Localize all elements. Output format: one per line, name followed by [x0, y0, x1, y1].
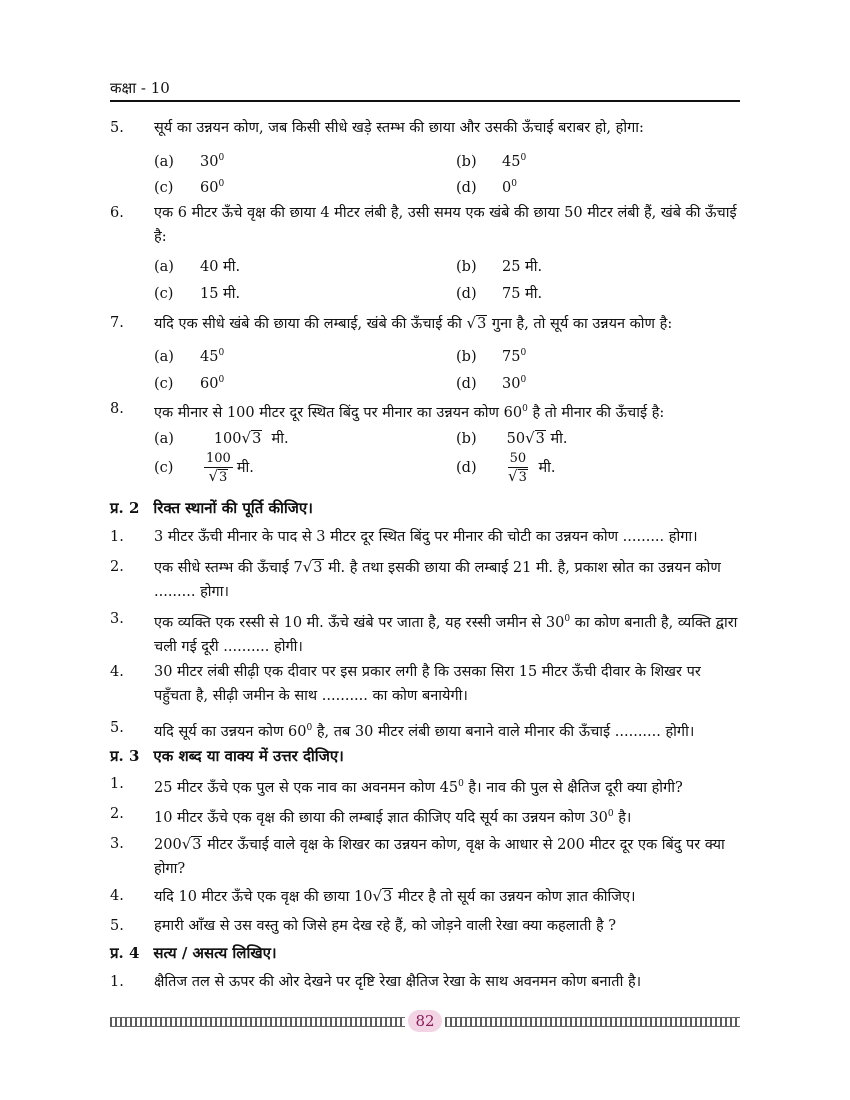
page-footer — [110, 1010, 740, 1032]
unit: मी. — [538, 460, 556, 476]
option-label: (c) — [154, 286, 174, 302]
item-text — [154, 772, 740, 800]
option-value: 60 — [200, 179, 219, 196]
item-text — [154, 832, 740, 881]
item-text: 30 मीटर लंबी सीढ़ी एक दीवार पर इस प्रकार लगी है कि उसका सिरा 15 मीटर ऊँची दीवार के शिखर पर पहुँचता है, सीढ़ी जमीन के साथ .......... का कोण बनायेगी। — [154, 664, 701, 704]
radicand: 3 — [535, 431, 545, 447]
item-number: 1. — [110, 974, 124, 990]
fraction-denominator — [506, 468, 530, 486]
question-number: 5. — [110, 120, 124, 136]
item-text: क्षैतिज तल से ऊपर की ओर देखने पर दृष्टि रेखा क्षैतिज रेखा के साथ अवनमन कोण बनाती है। — [154, 974, 642, 990]
item-text: 3 मीटर ऊँची मीनार के पाद से 3 मीटर दूर स्थित बिंदु पर मीनार की चोटी का उन्नयन कोण ......... होगा। — [154, 529, 698, 545]
degree-sup: 0 — [520, 153, 527, 163]
degree-sup: 0 — [218, 179, 225, 189]
option-label: (a) — [154, 348, 174, 365]
mcq-question-8 — [110, 397, 740, 425]
sqrt-icon: √ — [181, 835, 192, 853]
degree-sup: 0 — [564, 614, 571, 624]
degree-sup: 0 — [458, 779, 464, 789]
option-b — [456, 256, 542, 278]
section-3-item-5 — [110, 914, 740, 938]
option-d — [456, 173, 517, 199]
item-text: हमारी आँख से उस वस्तु को जिसे हम देख रहे हैं, को जोड़ने वाली रेखा क्या कहलाती है ? — [154, 918, 617, 934]
item-number: 5. — [110, 918, 124, 934]
fraction — [506, 450, 530, 486]
option-label: (d) — [456, 286, 477, 302]
radicand: 3 — [252, 431, 262, 447]
section-3-heading — [110, 745, 740, 767]
radicand: 3 — [192, 837, 202, 853]
section-2-item-1 — [110, 525, 740, 549]
item-number: 3. — [110, 836, 124, 852]
option-value: 45 — [502, 153, 521, 170]
unit: मी. — [236, 460, 254, 476]
option-label: (a) — [154, 259, 174, 275]
option-value: 30 — [200, 153, 219, 170]
radicand: 3 — [477, 316, 487, 332]
option-label: (b) — [456, 153, 477, 170]
item-number: 5. — [110, 720, 124, 736]
sqrt-icon: √ — [525, 429, 535, 447]
text-part: एक सीधे स्तम्भ की ऊँचाई 7 — [154, 560, 303, 576]
mcq-question-6 — [110, 201, 740, 249]
sqrt-icon: √ — [302, 558, 313, 576]
text-part: मी. है तथा इसकी छाया की लम्बाई 21 मी. है, प्रकाश स्रोत का उन्नयन कोण ......... होगा। — [154, 560, 721, 600]
section-2-item-5 — [110, 716, 740, 744]
option-label: (d) — [456, 375, 477, 392]
option-a — [154, 147, 224, 173]
item-number: 3. — [110, 611, 124, 627]
text-part: है तो मीनार की ऊँचाई है: — [532, 404, 665, 421]
item-text — [154, 802, 740, 830]
section-2-item-3 — [110, 607, 740, 659]
text-part: एक व्यक्ति एक रस्सी से 10 मी. ऊँचे खंबे पर जाता है, यह रस्सी जमीन से 30 — [154, 614, 565, 631]
section-2-item-2 — [110, 555, 740, 604]
fraction-denominator — [206, 468, 230, 486]
degree-sup: 0 — [520, 375, 527, 385]
text-part: 25 मीटर ऊँचे एक पुल से एक नाव का अवनमन कोण 45 — [154, 779, 459, 796]
option-value: 60 — [200, 375, 219, 392]
item-number: 2. — [110, 806, 124, 822]
coefficient: 50 — [506, 431, 526, 447]
page-number: 82 — [408, 1010, 442, 1032]
section-2-heading — [110, 497, 740, 519]
mcq-question-7 — [110, 311, 740, 336]
option-label: (c) — [154, 179, 174, 196]
sqrt-icon: √ — [241, 429, 252, 447]
section-number: प्र. 2 — [110, 499, 140, 517]
option-value: 75 मी. — [502, 286, 543, 302]
option-value: 45 — [200, 348, 219, 365]
radicand: 3 — [383, 889, 393, 905]
text-part: एक मीनार से 100 मीटर दूर स्थित बिंदु पर मीनार का उन्नयन कोण 60 — [154, 404, 523, 421]
text-part: 200 — [154, 837, 182, 853]
section-3-item-2 — [110, 802, 740, 830]
sqrt-icon: √ — [508, 467, 518, 485]
class-header: कक्षा - 10 — [110, 79, 170, 97]
text-part: यदि एक सीधे खंबे की छाया की लम्बाई, खंबे की ऊँचाई की — [154, 316, 462, 332]
sqrt-icon: √ — [466, 314, 477, 332]
section-3-item-3 — [110, 832, 740, 881]
option-a — [154, 256, 240, 278]
section-title: रिक्त स्थानों की पूर्ति कीजिए। — [153, 499, 313, 517]
question-number: 6. — [110, 205, 124, 221]
option-b — [456, 342, 526, 368]
option-d — [456, 450, 556, 486]
section-number: प्र. 3 — [110, 747, 140, 765]
option-label: (d) — [456, 460, 477, 476]
degree-sup: 0 — [306, 723, 313, 733]
option-label: (b) — [456, 259, 477, 275]
section-3-item-1 — [110, 772, 740, 800]
radicand: 3 — [313, 560, 323, 576]
section-4-heading — [110, 942, 740, 964]
option-a — [154, 427, 289, 450]
item-number: 1. — [110, 776, 124, 792]
section-3-item-4 — [110, 884, 740, 909]
option-a — [154, 342, 224, 368]
option-c — [154, 173, 224, 199]
option-label: (c) — [154, 375, 174, 392]
text-part: गुना है, तो सूर्य का उन्नयन कोण है: — [491, 316, 673, 332]
text-part: है। — [618, 809, 632, 826]
option-value: 40 मी. — [200, 259, 241, 275]
question-number: 7. — [110, 315, 124, 331]
item-text — [154, 555, 740, 604]
degree-sup: 0 — [522, 404, 528, 414]
item-text — [154, 884, 740, 909]
text-part: 10 मीटर ऊँचे एक वृक्ष की छाया की लम्बाई ज्ञात कीजिए यदि सूर्य का उन्नयन कोण 30 — [154, 809, 608, 826]
item-text — [154, 716, 740, 744]
option-value: 30 — [502, 375, 521, 392]
option-c — [154, 450, 254, 486]
degree-sup: 0 — [218, 348, 225, 358]
radicand: 3 — [219, 470, 228, 485]
radicand: 3 — [518, 470, 527, 485]
item-number: 4. — [110, 664, 124, 680]
coefficient: 100 — [213, 431, 242, 447]
fraction — [204, 450, 233, 486]
option-label: (c) — [154, 460, 174, 476]
text-part: यदि 10 मीटर ऊँचे एक वृक्ष की छाया 10 — [154, 889, 373, 905]
sqrt-icon: √ — [372, 887, 383, 905]
text-part: है, तब 30 मीटर लंबी छाया बनाने वाले मीनार की ऊँचाई .......... होगी। — [316, 723, 695, 740]
text-part: है। नाव की पुल से क्षैतिज दूरी क्या होगी? — [468, 779, 683, 796]
option-d — [456, 369, 526, 395]
text-part: मीटर ऊँचाई वाले वृक्ष के शिखर का उन्नयन कोण, वृक्ष के आधार से 200 मीटर दूर एक बिंदु पर क्या होगा? — [154, 837, 725, 877]
decorative-border-right — [445, 1017, 740, 1027]
unit: मी. — [550, 431, 568, 447]
question-text: सूर्य का उन्नयन कोण, जब किसी सीधे खड़े स्तम्भ की छाया और उसकी ऊँचाई बराबर हो, होगा: — [154, 120, 644, 136]
header-rule — [110, 100, 740, 102]
option-b — [456, 147, 526, 173]
unit: मी. — [271, 431, 289, 447]
option-label: (a) — [154, 431, 174, 447]
section-title: सत्य / असत्य लिखिए। — [153, 944, 277, 962]
sqrt-icon: √ — [208, 467, 219, 485]
item-number: 2. — [110, 559, 124, 575]
question-number: 8. — [110, 401, 124, 417]
section-4-item-1 — [110, 970, 740, 994]
degree-sup: 0 — [218, 375, 225, 385]
item-number: 1. — [110, 529, 124, 545]
question-text — [154, 311, 740, 336]
option-label: (d) — [456, 179, 477, 196]
section-2-item-4 — [110, 660, 740, 708]
question-text: एक 6 मीटर ऊँचे वृक्ष की छाया 4 मीटर लंबी है, उसी समय एक खंबे की छाया 50 मीटर लंबी हैं, खंबे की ऊँचाई है: — [154, 205, 737, 245]
option-c — [154, 369, 224, 395]
option-label: (b) — [456, 431, 477, 447]
degree-sup: 0 — [520, 348, 527, 358]
option-value: 75 — [502, 348, 521, 365]
option-d — [456, 283, 542, 305]
degree-sup: 0 — [218, 153, 225, 163]
section-number: प्र. 4 — [110, 944, 140, 962]
text-part: यदि सूर्य का उन्नयन कोण 60 — [154, 723, 307, 740]
text-part: का कोण बनाती है, व्यक्ति द्वारा चली गई दूरी .......... होगी। — [154, 614, 738, 655]
item-number: 4. — [110, 888, 124, 904]
option-label: (b) — [456, 348, 477, 365]
degree-sup: 0 — [607, 809, 614, 819]
section-title: एक शब्द या वाक्य में उत्तर दीजिए। — [153, 747, 344, 765]
fraction-numerator: 100 — [206, 451, 231, 466]
option-value: 0 — [502, 179, 512, 196]
fraction-numerator: 50 — [509, 451, 527, 466]
option-label: (a) — [154, 153, 174, 170]
question-text — [154, 397, 740, 425]
option-b — [456, 427, 568, 450]
option-c — [154, 283, 240, 305]
option-value: 15 मी. — [200, 286, 241, 302]
mcq-question-5 — [110, 116, 740, 140]
option-value: 25 मी. — [502, 259, 543, 275]
decorative-border-left — [110, 1017, 405, 1027]
text-part: मीटर है तो सूर्य का उन्नयन कोण ज्ञात कीजिए। — [397, 889, 636, 905]
item-text — [154, 607, 740, 659]
degree-sup: 0 — [511, 179, 517, 189]
